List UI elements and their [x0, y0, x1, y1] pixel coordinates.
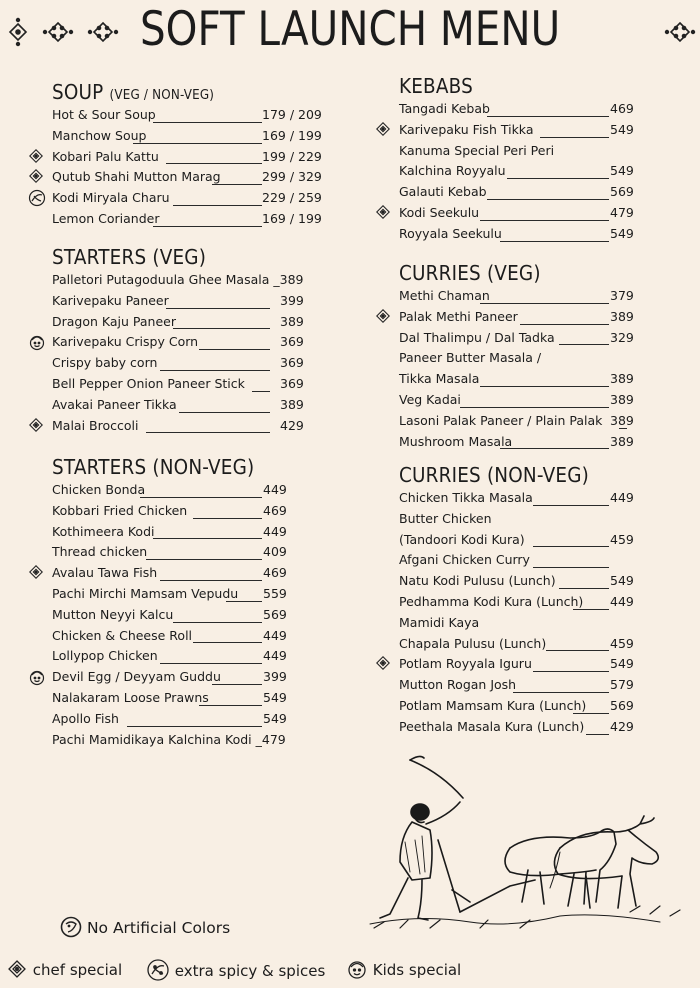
- menu-item-price: 389: [610, 433, 634, 449]
- legend-label: Kids special: [372, 961, 462, 979]
- menu-item-name: Tikka Masala: [399, 371, 480, 387]
- chef-special-icon: [375, 121, 393, 139]
- menu-item: [52, 209, 322, 230]
- menu-item: [399, 348, 553, 369]
- leader-line: [480, 386, 609, 387]
- menu-item: [52, 709, 287, 730]
- no-artificial-colors-note: [60, 916, 230, 938]
- menu-item-name: Mutton Rogan Josh: [399, 677, 517, 693]
- farmer-ploughing-illustration: [360, 752, 700, 932]
- menu-item: [52, 126, 322, 147]
- menu-item: [399, 224, 634, 245]
- menu-item-price: 369: [280, 375, 304, 391]
- menu-item-name: Karivepaku Fish Tikka: [399, 121, 534, 137]
- leader-line: [487, 116, 609, 117]
- menu-item-name: Veg Kadai: [399, 391, 461, 407]
- menu-item-price: 579: [610, 677, 634, 693]
- leader-line: [153, 538, 262, 539]
- menu-item-name: Apollo Fish: [52, 710, 119, 726]
- no-artificial-colors-icon: [60, 916, 82, 938]
- menu-item-name: Mamidi Kaya: [399, 614, 480, 630]
- legend-label: chef special: [32, 961, 123, 979]
- menu-item: [52, 480, 287, 501]
- kids-face-icon: [346, 958, 368, 980]
- menu-item-name: Methi Chaman: [399, 288, 490, 303]
- menu-item: [399, 634, 634, 655]
- menu-item-name: Chicken Bonda: [52, 482, 146, 497]
- leader-line: [500, 448, 609, 449]
- menu-item: [52, 501, 287, 522]
- legend-kids-special: [346, 958, 461, 980]
- leader-line: [166, 308, 270, 309]
- menu-item-name: Avalau Tawa Fish: [52, 565, 158, 581]
- kolam-ornament-left: [8, 16, 128, 48]
- leader-line: [533, 671, 609, 672]
- menu-item-name: Kothimeera Kodi: [52, 523, 155, 539]
- menu-item-price: 449: [263, 523, 287, 539]
- leader-line: [166, 163, 262, 164]
- leader-line: [533, 546, 609, 547]
- menu-item: [52, 332, 304, 353]
- menu-item: [52, 667, 287, 688]
- menu-item: [399, 571, 634, 592]
- kids-face-icon: [28, 668, 46, 686]
- menu-item-price: 389: [610, 412, 634, 428]
- menu-item: [399, 675, 634, 696]
- menu-item-price: 389: [280, 396, 304, 412]
- leader-line: [199, 705, 262, 706]
- menu-item-name: Kalchina Royyalu: [399, 163, 506, 179]
- menu-item-price: 299 / 329: [262, 169, 322, 185]
- menu-item-price: 449: [610, 490, 634, 505]
- menu-item-price: 229 / 259: [262, 190, 322, 206]
- menu-item-name: Natu Kodi Pulusu (Lunch): [399, 573, 556, 589]
- chef-special-icon: [28, 417, 46, 435]
- menu-item-name: Avakai Paneer Tikka: [52, 396, 177, 412]
- menu-item: [52, 270, 304, 291]
- menu-item-name: Tangadi Kebab: [399, 101, 490, 116]
- menu-item-price: 469: [263, 502, 287, 518]
- no-artificial-colors-label: No Artificial Colors: [86, 919, 231, 937]
- menu-item-name: Pedhamma Kodi Kura (Lunch): [399, 593, 584, 609]
- menu-item-name: Mushroom Masala: [399, 433, 513, 449]
- menu-item-price: 389: [280, 313, 304, 329]
- legend-extra-spicy: [146, 958, 325, 982]
- menu-item: [52, 167, 322, 188]
- menu-item-price: 549: [263, 710, 287, 726]
- menu-item-price: 169 / 199: [262, 127, 322, 143]
- leader-line: [586, 734, 609, 735]
- menu-item: [52, 730, 286, 751]
- menu-item-name: Nalakaram Loose Prawns: [52, 689, 209, 705]
- menu-item-price: 199 / 229: [262, 148, 322, 164]
- leader-line: [559, 588, 609, 589]
- section-soup: [52, 80, 322, 230]
- chef-special-icon: [6, 958, 28, 980]
- menu-item-name: Chicken & Cheese Roll: [52, 627, 193, 643]
- menu-item-name: Chapala Pulusu (Lunch): [399, 635, 547, 651]
- menu-item: [399, 141, 555, 162]
- leader-line: [199, 349, 270, 350]
- menu-item: [399, 390, 634, 411]
- menu-item-price: 449: [263, 482, 287, 497]
- menu-item-name: Galauti Kebab: [399, 184, 487, 200]
- menu-item-name: Kodi Miryala Charu: [52, 190, 170, 206]
- menu-item-name: Chicken Tikka Masala: [399, 490, 533, 505]
- menu-item: [52, 291, 304, 312]
- menu-item-price: 549: [610, 656, 634, 672]
- menu-item-name: Potlam Royyala Iguru: [399, 656, 532, 672]
- leader-line: [173, 328, 270, 329]
- menu-item-name: Kanuma Special Peri Peri: [399, 142, 555, 158]
- menu-item-price: 549: [263, 689, 287, 705]
- menu-item: [399, 120, 634, 141]
- menu-item-price: 449: [263, 648, 287, 664]
- menu-item-price: 389: [610, 391, 634, 407]
- leader-line: [546, 650, 609, 651]
- section-subtitle: (VEG / NON-VEG): [109, 88, 215, 103]
- leader-line: [533, 505, 609, 506]
- menu-item: [399, 411, 634, 432]
- leader-line: [179, 412, 270, 413]
- menu-item-name: Lemon Coriander: [52, 210, 160, 226]
- leader-line: [173, 205, 262, 206]
- menu-item: [52, 416, 304, 437]
- menu-item-name: Thread chicken: [52, 544, 148, 560]
- legend-chef-special: [6, 958, 122, 980]
- menu-item: [399, 161, 634, 182]
- menu-item-price: 379: [610, 288, 634, 303]
- menu-item: [52, 353, 304, 374]
- leader-line: [173, 622, 262, 623]
- menu-item-price: 559: [263, 585, 287, 601]
- menu-item-name: Pachi Mirchi Mamsam Vepudu: [52, 585, 239, 601]
- section-starters-veg: [52, 245, 304, 436]
- menu-item-price: 369: [280, 334, 304, 350]
- leader-line: [573, 609, 609, 610]
- leader-line: [127, 726, 262, 727]
- menu-item: [399, 369, 634, 390]
- menu-item-name: Palak Methi Paneer: [399, 308, 518, 324]
- kolam-ornament-right: [660, 16, 700, 48]
- chef-special-icon: [375, 655, 393, 673]
- menu-item: [399, 99, 634, 120]
- chili-spice-icon: [28, 189, 46, 207]
- menu-item-price: 429: [280, 417, 304, 433]
- menu-item: [399, 613, 606, 634]
- menu-item-name: Palletori Putagoduula Ghee Masala _389: [52, 272, 304, 287]
- leader-line: [513, 692, 609, 693]
- menu-item-price: 469: [263, 565, 287, 581]
- section-title: KEBABS: [399, 74, 473, 98]
- menu-item-name: Bell Pepper Onion Paneer Stick: [52, 375, 245, 391]
- menu-item: [399, 286, 634, 307]
- leader-line: [133, 143, 262, 144]
- menu-item-name: Malai Broccoli: [52, 417, 139, 433]
- chili-spice-icon: [146, 958, 170, 982]
- chef-special-icon: [28, 564, 46, 582]
- section-title: CURRIES (VEG): [399, 261, 541, 285]
- leader-line: [212, 184, 262, 185]
- section-curries-nonveg: [399, 463, 634, 738]
- leader-line: [160, 580, 262, 581]
- menu-item-price: 389: [610, 371, 634, 387]
- menu-item-name: Butter Chicken: [399, 510, 492, 526]
- leader-line: [500, 241, 609, 242]
- menu-item: [399, 550, 606, 571]
- leader-line: [160, 370, 270, 371]
- chef-special-icon: [28, 168, 46, 186]
- section-kebabs: [399, 74, 634, 245]
- leader-line: [573, 713, 609, 714]
- leader-line: [507, 178, 609, 179]
- menu-item-name: (Tandoori Kodi Kura): [399, 531, 525, 547]
- menu-item-name: Dal Thalimpu / Dal Tadka: [399, 329, 555, 345]
- menu-item-price: 459: [610, 531, 634, 547]
- menu-title: SOFT LAUNCH MENU: [140, 2, 561, 57]
- menu-item-name: Mutton Neyyi Kalcu: [52, 606, 174, 622]
- section-title: SOUP: [52, 80, 104, 104]
- menu-item: [52, 105, 322, 126]
- menu-item-price: 389: [610, 308, 634, 324]
- menu-item: [52, 646, 287, 667]
- leader-line: [140, 497, 262, 498]
- leader-line: [533, 567, 609, 568]
- menu-item: [52, 584, 287, 605]
- menu-item-price: 369: [280, 355, 304, 371]
- menu-item-name: Kodi Seekulu: [399, 204, 480, 220]
- menu-item-name: Kobari Palu Kattu: [52, 148, 159, 164]
- menu-item-name: Lollypop Chicken: [52, 648, 158, 664]
- menu-item: [399, 530, 634, 551]
- menu-item-price: 549: [610, 163, 634, 179]
- menu-item: [399, 592, 634, 613]
- menu-item: [52, 626, 287, 647]
- menu-item-price: 449: [263, 627, 287, 643]
- menu-item-price: 329: [610, 329, 634, 345]
- leader-line: [212, 684, 262, 685]
- menu-item-name: Peethala Masala Kura (Lunch): [399, 718, 585, 734]
- leader-line: [487, 199, 609, 200]
- menu-item-price: 569: [610, 697, 634, 713]
- menu-item-name: Kobbari Fried Chicken: [52, 502, 188, 518]
- menu-item-name: Qutub Shahi Mutton Marag: [52, 169, 221, 185]
- menu-item-name: Hot & Sour Soup: [52, 107, 156, 122]
- menu-item: [399, 432, 634, 453]
- menu-item-price: 179 / 209: [262, 107, 322, 122]
- menu-item-price: 479: [610, 204, 634, 220]
- menu-item: [399, 307, 634, 328]
- leader-line: [460, 407, 609, 408]
- menu-item-name: Manchow Soup: [52, 127, 147, 143]
- kids-face-icon: [28, 333, 46, 351]
- chef-special-icon: [28, 148, 46, 166]
- leader-line: [160, 663, 262, 664]
- menu-item-name: Pachi Mamidikaya Kalchina Kodi _479: [52, 731, 286, 747]
- section-title: CURRIES (NON-VEG): [399, 463, 589, 487]
- menu-item: [52, 374, 304, 395]
- leader-line: [153, 226, 262, 227]
- leader-line: [540, 137, 609, 138]
- section-title: STARTERS (NON-VEG): [52, 455, 255, 479]
- menu-item: [52, 563, 287, 584]
- menu-item: [399, 509, 606, 530]
- menu-item: [52, 312, 304, 333]
- menu-item-name: Lasoni Palak Paneer / Plain Palak: [399, 412, 603, 428]
- section-title: STARTERS (VEG): [52, 245, 207, 269]
- leader-line: [193, 518, 262, 519]
- leader-line: [146, 432, 270, 433]
- menu-item: [52, 688, 287, 709]
- menu-item-price: 549: [610, 573, 634, 589]
- menu-item: [52, 605, 287, 626]
- leader-line: [146, 559, 262, 560]
- menu-item-name: Royyala Seekulu: [399, 225, 502, 241]
- menu-item-price: 399: [280, 292, 304, 308]
- leader-line: [193, 642, 262, 643]
- menu-item-price: 549: [610, 121, 634, 137]
- menu-item: [52, 542, 287, 563]
- section-starters-nonveg: [52, 455, 287, 750]
- menu-item-price: 549: [610, 225, 634, 241]
- menu-item: [52, 188, 322, 209]
- menu-item-name: Karivepaku Paneer: [52, 292, 169, 308]
- menu-item: [52, 395, 304, 416]
- menu-item-price: 569: [263, 606, 287, 622]
- menu-item-name: Dragon Kaju Paneer: [52, 313, 176, 329]
- leader-line: [480, 303, 609, 304]
- menu-item: [399, 203, 634, 224]
- leader-line: [226, 601, 262, 602]
- menu-item-name: Karivepaku Crispy Corn: [52, 334, 199, 350]
- menu-item: [52, 147, 322, 168]
- leader-line: [520, 324, 609, 325]
- menu-item-price: 409: [263, 544, 287, 560]
- menu-item: [399, 328, 634, 349]
- menu-item-price: 169 / 199: [262, 210, 322, 226]
- menu-item-name: Crispy baby corn: [52, 355, 158, 371]
- menu-item-price: 449: [610, 593, 634, 609]
- menu-item: [399, 654, 634, 675]
- menu-item: [52, 522, 287, 543]
- menu-item-name: Potlam Mamsam Kura (Lunch): [399, 697, 587, 713]
- section-curries-veg: [399, 261, 634, 452]
- menu-item-price: 459: [610, 635, 634, 651]
- leader-line: [153, 122, 262, 123]
- menu-item-name: Afgani Chicken Curry: [399, 552, 530, 568]
- chef-special-icon: [375, 308, 393, 326]
- leader-line: [480, 220, 609, 221]
- menu-item: [399, 717, 634, 738]
- menu-item-name: Devil Egg / Deyyam Guddu: [52, 669, 221, 685]
- menu-item-price: 399: [263, 669, 287, 685]
- menu-item-price: 569: [610, 184, 634, 200]
- menu-item-name: Paneer Butter Masala /: [399, 350, 542, 366]
- menu-item: [399, 696, 634, 717]
- menu-item-price: 429: [610, 718, 634, 734]
- menu-item: [399, 488, 634, 509]
- leader-line: [559, 344, 609, 345]
- leader-line: [252, 391, 270, 392]
- menu-item-price: 469: [610, 101, 634, 116]
- legend-label: extra spicy & spices: [174, 962, 326, 980]
- chef-special-icon: [375, 204, 393, 222]
- menu-item: [399, 182, 634, 203]
